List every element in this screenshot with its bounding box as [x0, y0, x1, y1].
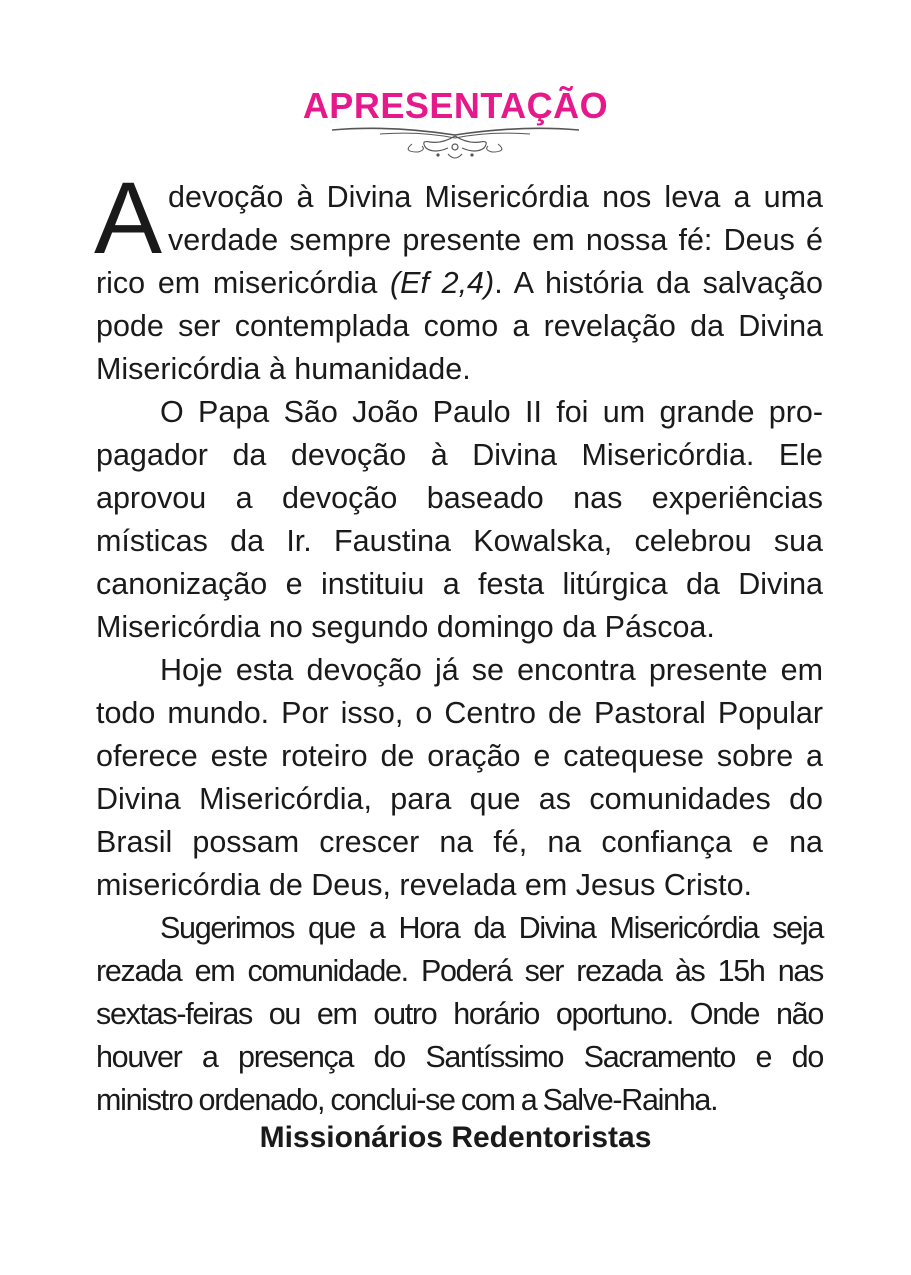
paragraph-1-text-a: devoção à Divina Misericórdia nos leva a uma verdade sempre presente em nossa fé: Deus é rico em misericórdia [96, 180, 823, 300]
paragraph-1 [94, 161, 823, 391]
page-title: APRESENTAÇÃO [302, 85, 609, 126]
decorative-flourish-icon [330, 122, 581, 164]
drop-cap: A [94, 161, 163, 275]
scripture-reference: (Ef 2,4) [389, 266, 495, 300]
signature: Missionários Redentoristas [259, 1121, 652, 1154]
paragraph-2: O Papa São João Paulo II foi um grande propagador da devoção à Divina Misericórdia. Ele aprovou a devoção baseado nas experiências místicas da Ir. Faustina Kowalska, celebrou sua canonização e instituiu a festa litúrgica da Divina Misericórdia no segundo domingo da Páscoa. [96, 395, 823, 644]
paragraph-1-text-b: . A história da salvação pode ser contemplada como a revelação da Divina Misericórdia à humanidade. [96, 266, 823, 386]
paragraph-4: Sugerimos que a Hora da Divina Misericórdia seja rezada em comunidade. Poderá ser rezada às 15h nas sextas-feiras ou em outro horário oportuno. Onde não houver a presença do Santíssimo Sacramento e do ministro ordenado, conclui-se com a Salve-Rainha. [96, 911, 823, 1117]
presentation-body [94, 161, 823, 1122]
paragraph-3: Hoje esta devoção já se encontra presente em todo mundo. Por isso, o Centro de Pastoral Popular oferece este roteiro de oração e catequese sobre a Divina Misericórdia, para que as comunidades do Brasil possam crescer na fé, na confiança e na misericórdia de Deus, revelada em Jesus Cristo. [96, 653, 823, 902]
